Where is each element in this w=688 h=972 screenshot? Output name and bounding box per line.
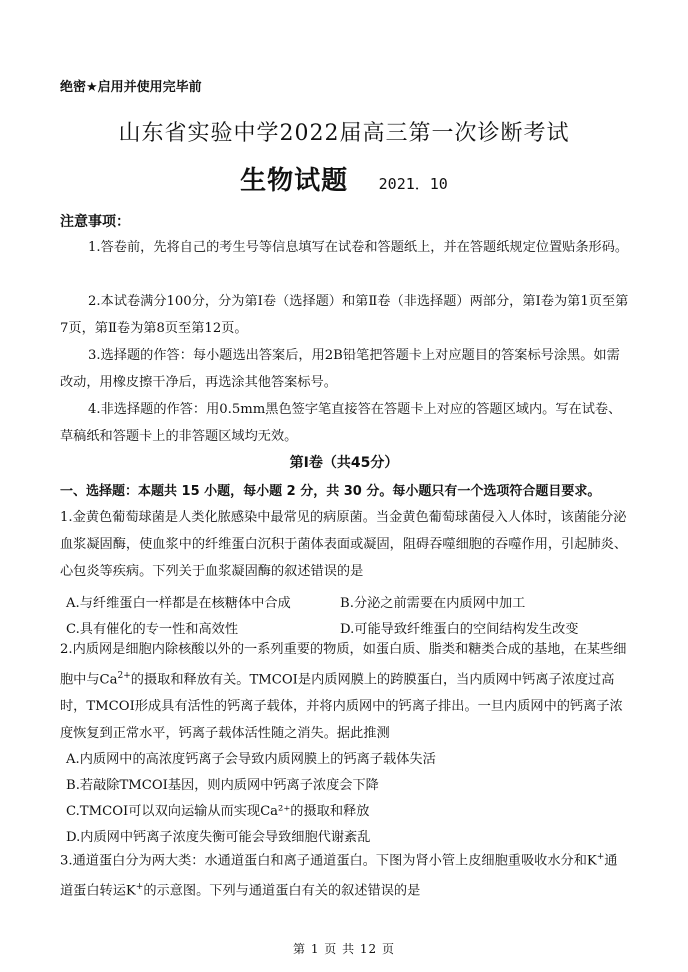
superscript: 2+ bbox=[117, 671, 131, 681]
superscript: + bbox=[596, 852, 605, 862]
question-3-stem-part-3: 的示意图。下列与通道蛋白有关的叙述错误的是 bbox=[143, 883, 421, 899]
exam-title: 山东省实验中学2022届高三第一次诊断考试 bbox=[118, 121, 570, 146]
question-2-option-d: D.内质网中钙离子浓度失衡可能会导致细胞代谢紊乱 bbox=[66, 830, 371, 845]
note-item: 2.本试卷满分100分，分为第Ⅰ卷（选择题）和第Ⅱ卷（非选择题）两部分，第Ⅰ卷为第1页至第7页，第Ⅱ卷为第8页至第12页。 bbox=[60, 294, 629, 336]
note-item: 4.非选择题的作答：用0.5mm黑色签字笔直接答在答题卡上对应的答题区域内。写在试卷、草稿纸和答题卡上的非答题区域均无效。 bbox=[60, 402, 622, 444]
note-item: 3.选择题的作答：每小题选出答案后，用2B铅笔把答题卡上对应题目的答案标号涂黑。如需改动，用橡皮擦干净后，再选涂其他答案标号。 bbox=[60, 348, 620, 390]
section-description: 一、选择题：本题共 15 小题，每小题 2 分，共 30 分。每小题只有一个选项符合题目要求。 bbox=[60, 484, 601, 499]
confidential-label: 绝密★启用并使用完毕前 bbox=[60, 80, 202, 95]
page-footer: 第 1 页 共 12 页 bbox=[293, 942, 395, 956]
exam-date: 2021．10 bbox=[378, 175, 448, 193]
question-2-stem bbox=[60, 636, 630, 747]
question-2-stem-part-2: 的摄取和释放有关。TMCOI是内质网膜上的跨膜蛋白，当内质网中钙离子浓度过高时，TMCOI形成具有活性的钙离子载体，并将内质网中的钙离子排出。一旦内质网中的钙离子浓度恢复到正常水平，钙离子载体活性随之消失。据此推测 bbox=[60, 672, 623, 742]
subject-line bbox=[0, 160, 688, 197]
superscript: + bbox=[135, 882, 144, 893]
question-3-stem bbox=[60, 844, 630, 905]
question-1-option-a: A.与纤维蛋白一样都是在核糖体中合成 bbox=[66, 596, 291, 611]
question-2-option-b: B.若敲除TMCOI基因，则内质网中钙离子浓度会下降 bbox=[66, 778, 379, 793]
question-2-option-c: C.TMCOI可以双向运输从而实现Ca²⁺的摄取和释放 bbox=[66, 804, 370, 819]
subject-title: 生物试题 bbox=[240, 166, 349, 196]
question-2-stem-part-1: 2.内质网是细胞内除核酸以外的一系列重要的物质，如蛋白质、脂类和糖类合成的基地，在某些细胞中与Ca bbox=[60, 642, 627, 688]
question-3-stem-part-2: 通道蛋白转运K bbox=[60, 853, 618, 899]
question-1-stem: 1.金黄色葡萄球菌是人类化脓感染中最常见的病原菌。当金黄色葡萄球菌侵入人体时，该菌能分泌血浆凝固酶，使血浆中的纤维蛋白沉积于菌体表面或凝固，阻碍吞噬细胞的吞噬作用，引起肺炎、心包炎等疾病。下列关于血浆凝固酶的叙述错误的是 bbox=[60, 510, 628, 579]
question-2-option-a: A.内质网中的高浓度钙离子会导致内质网膜上的钙离子载体失活 bbox=[66, 752, 436, 767]
question-3-stem-part-1: 3.通道蛋白分为两大类：水通道蛋白和离子通道蛋白。下图为肾小管上皮细胞重吸收水分和K bbox=[60, 853, 597, 869]
note-item: 1.答卷前，先将自己的考生号等信息填写在试卷和答题纸上，并在答题纸规定位置贴条形码。 bbox=[88, 240, 629, 255]
notes-heading: 注意事项： bbox=[60, 214, 130, 230]
question-1-option-c: C.具有催化的专一性和高效性 bbox=[66, 622, 239, 637]
question-1-option-d: D.可能导致纤维蛋白的空间结构发生改变 bbox=[340, 622, 579, 637]
section-title: 第Ⅰ卷（共45分） bbox=[289, 455, 399, 471]
question-1-option-b: B.分泌之前需要在内质网中加工 bbox=[340, 596, 526, 611]
